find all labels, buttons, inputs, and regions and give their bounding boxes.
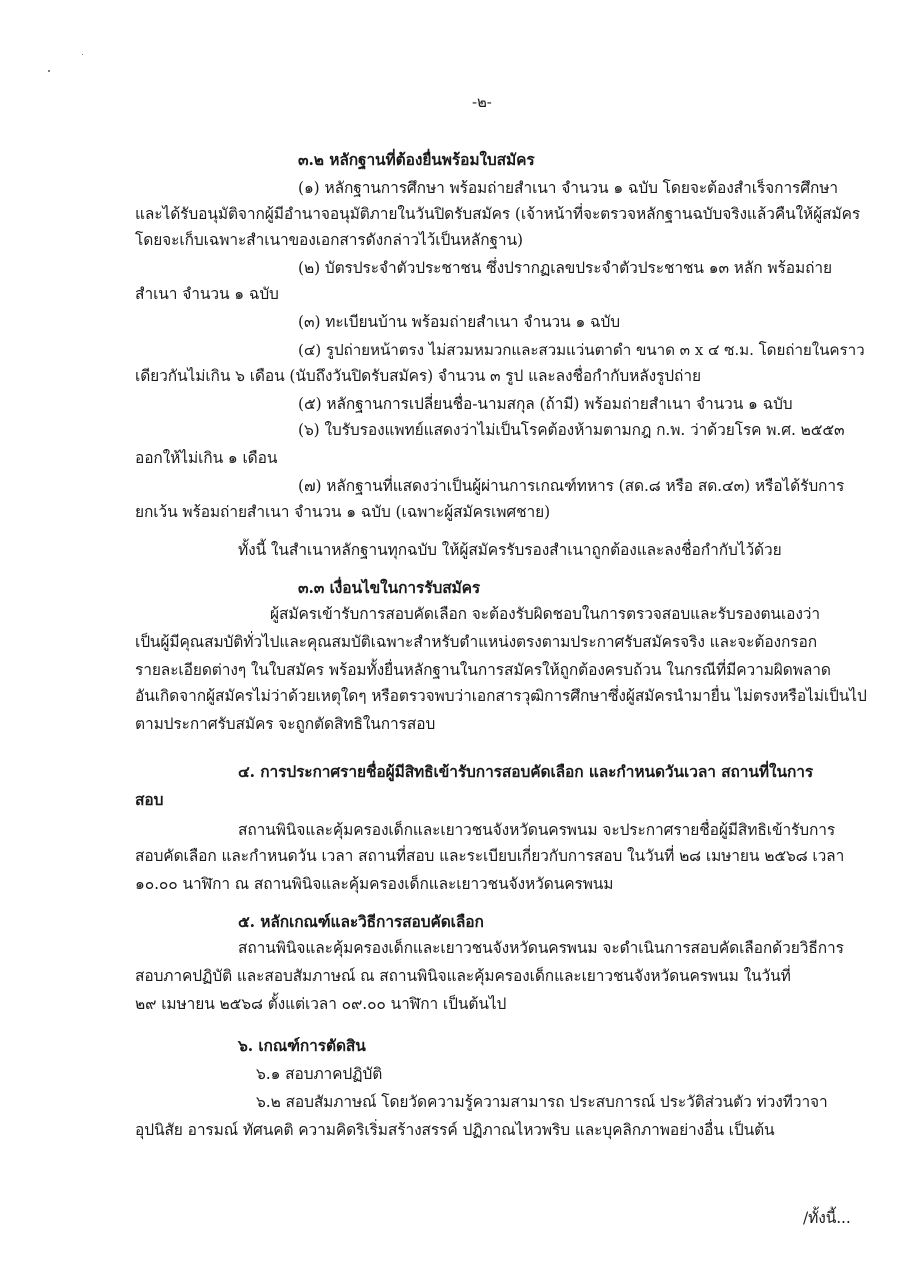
paragraph-line: ๖.๒ สอบสัมภาษณ์ โดยวัดความรู้ความสามารถ ประสบการณ์ ประวัติส่วนตัว ท่วงทีวาจา: [256, 1093, 828, 1111]
paragraph-line: ออกให้ไม่เกิน ๑ เดือน: [135, 449, 278, 467]
paragraph-line: เป็นผู้มีคุณสมบัติทั่วไปและคุณสมบัติเฉพาะสำหรับตำแหน่งตรงตามประกาศรับสมัครจริง และจะต้องกรอก: [135, 633, 818, 651]
paragraph-line: (๓) ทะเบียนบ้าน พร้อมถ่ายสำเนา จำนวน ๑ ฉบับ: [298, 313, 620, 331]
paragraph-line: สอบคัดเลือก และกำหนดวัน เวลา สถานที่สอบ และระเบียบเกี่ยวกับการสอบ ในวันที่ ๒๘ เมษายน ๒๕๖๘ เวลา: [135, 847, 845, 865]
paragraph-line: (๕) หลักฐานการเปลี่ยนชื่อ-นามสกุล (ถ้ามี) พร้อมถ่ายสำเนา จำนวน ๑ ฉบับ: [298, 395, 793, 413]
paragraph-line: (๑) หลักฐานการศึกษา พร้อมถ่ายสำเนา จำนวน ๑ ฉบับ โดยจะต้องสำเร็จการศึกษา: [298, 179, 839, 197]
paragraph-line: ยกเว้น พร้อมถ่ายสำเนา จำนวน ๑ ฉบับ (เฉพาะผู้สมัครเพศชาย): [135, 503, 551, 521]
paragraph-line: (๔) รูปถ่ายหน้าตรง ไม่สวมหมวกและสวมแว่นตาดำ ขนาด ๓ x ๔ ซ.ม. โดยถ่ายในคราว: [298, 341, 865, 359]
scan-speck: [82, 54, 83, 55]
section-6-heading: ๖. เกณฑ์การตัดสิน: [238, 1036, 366, 1055]
paragraph-line: (๒) บัตรประจำตัวประชาชน ซึ่งปรากฏเลขประจำตัวประชาชน ๑๓ หลัก พร้อมถ่าย: [298, 259, 832, 277]
paragraph-line: รายละเอียดต่างๆ ในใบสมัคร พร้อมทั้งยื่นหลักฐานในการสมัครให้ถูกต้องครบถ้วน ในกรณีที่มีความผิดพลาด: [135, 661, 831, 679]
paragraph-line: ๒๙ เมษายน ๒๕๖๘ ตั้งแต่เวลา ๐๙.๐๐ นาฬิกา เป็นต้นไป: [135, 995, 507, 1013]
paragraph-line: (๗) หลักฐานที่แสดงว่าเป็นผู้ผ่านการเกณฑ์ทหาร (สด.๘ หรือ สด.๔๓) หรือได้รับการ: [298, 477, 845, 495]
paragraph-line: และได้รับอนุมัติจากผู้มีอำนาจอนุมัติภายในวันปิดรับสมัคร (เจ้าหน้าที่จะตรวจหลักฐานฉบับจริงแล้วคืนให้ผู้สมัคร: [135, 205, 861, 223]
paragraph-line: โดยจะเก็บเฉพาะสำเนาของเอกสารดังกล่าวไว้เป็นหลักฐาน): [135, 231, 523, 249]
continuation-footer: /ทั้งนี้...: [803, 1209, 851, 1227]
paragraph-line: สำเนา จำนวน ๑ ฉบับ: [135, 285, 279, 303]
paragraph-line: ทั้งนี้ ในสำเนาหลักฐานทุกฉบับ ให้ผู้สมัครรับรองสำเนาถูกต้องและลงชื่อกำกับไว้ด้วย: [238, 541, 782, 559]
paragraph-line: ๖.๑ สอบภาคปฏิบัติ: [256, 1065, 383, 1083]
paragraph-line: (๖) ใบรับรองแพทย์แสดงว่าไม่เป็นโรคต้องห้ามตามกฎ ก.พ. ว่าด้วยโรค พ.ศ. ๒๕๕๓: [298, 421, 845, 439]
paragraph-line: ผู้สมัครเข้ารับการสอบคัดเลือก จะต้องรับผิดชอบในการตรวจสอบและรับรองตนเองว่า: [270, 605, 821, 623]
paragraph-line: ตามประกาศรับสมัคร จะถูกตัดสิทธิในการสอบ: [135, 715, 436, 733]
section-3-3-heading: ๓.๓ เงื่อนไขในการรับสมัคร: [298, 578, 481, 597]
section-4-heading: ๔. การประกาศรายชื่อผู้มีสิทธิเข้ารับการสอบคัดเลือก และกำหนดวันเวลา สถานที่ในการ: [238, 762, 814, 781]
paragraph-line: ๑๐.๐๐ นาฬิกา ณ สถานพินิจและคุ้มครองเด็กและเยาวชนจังหวัดนครพนม: [135, 875, 614, 893]
section-3-2-heading: ๓.๒ หลักฐานที่ต้องยื่นพร้อมใบสมัคร: [298, 150, 535, 169]
paragraph-line: สถานพินิจและคุ้มครองเด็กและเยาวชนจังหวัดนครพนม จะดำเนินการสอบคัดเลือกด้วยวิธีการ: [238, 939, 844, 957]
paragraph-line: สอบภาคปฏิบัติ และสอบสัมภาษณ์ ณ สถานพินิจและคุ้มครองเด็กและเยาวชนจังหวัดนครพนม ในวันที่: [135, 967, 791, 985]
section-5-heading: ๕. หลักเกณฑ์และวิธีการสอบคัดเลือก: [238, 912, 484, 931]
paragraph-line: สถานพินิจและคุ้มครองเด็กและเยาวชนจังหวัดนครพนม จะประกาศรายชื่อผู้มีสิทธิเข้ารับการ: [238, 821, 836, 839]
page-number: -๒-: [472, 93, 492, 111]
scan-speck: [48, 70, 50, 72]
paragraph-line: อันเกิดจากผู้สมัครไม่ว่าด้วยเหตุใดๆ หรือตรวจพบว่าเอกสารวุฒิการศึกษาซึ่งผู้สมัครนำมายื่น ไม่ตรงหรือไม่เป็นไป: [135, 687, 867, 705]
paragraph-line: อุปนิสัย อารมณ์ ทัศนคติ ความคิดริเริ่มสร้างสรรค์ ปฏิภาณไหวพริบ และบุคลิกภาพอย่างอื่น เป็นต้น: [135, 1121, 775, 1139]
section-4-heading-continued: สอบ: [135, 790, 164, 809]
paragraph-line: เดียวกันไม่เกิน ๖ เดือน (นับถึงวันปิดรับสมัคร) จำนวน ๓ รูป และลงชื่อกำกับหลังรูปถ่าย: [135, 367, 701, 385]
